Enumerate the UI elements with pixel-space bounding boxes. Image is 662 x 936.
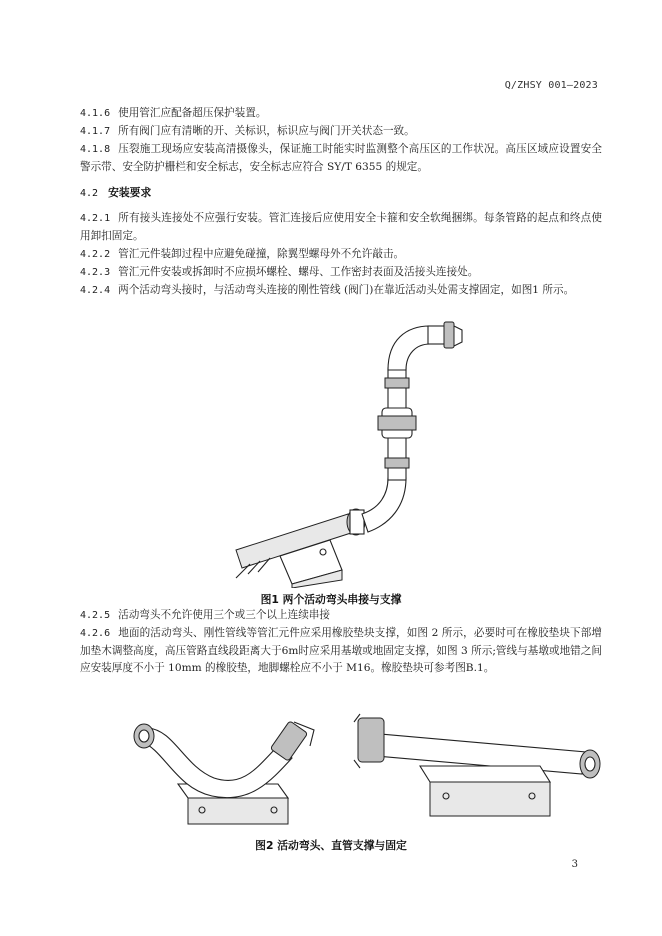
section-heading-4-2 (80, 185, 151, 200)
figure-2-straight-pipe-support-illustration (350, 708, 610, 828)
clause-number: 4.2.4 (80, 285, 111, 296)
figure-1-caption: 图1 两个活动弯头串接与支撑 (260, 593, 402, 606)
clause-number: 4.1.8 (80, 144, 111, 155)
clause-number: 4.2.3 (80, 267, 111, 278)
figure-1-swivel-joints-illustration (230, 318, 470, 588)
clause-number: 4.2.2 (80, 249, 111, 260)
clause-text: 所有阀门应有清晰的开、关标识，标识应与阀门开关状态一致。 (118, 125, 415, 137)
clause-text: 所有接头连接处不应强行安装。管汇连接后应使用安全卡箍和安全软绳捆绑。每条管路的起点和终点使用卸扣固定。 (80, 212, 602, 242)
clause-number: 4.2.1 (80, 213, 111, 224)
clause-4-2-1 (80, 210, 602, 245)
clause-text: 地面的活动弯头、刚性管线等管汇元件应采用橡胶垫块支撑，如图 2 所示，必要时可在橡胶垫块下部增加垫木调整高度，高压管路直线段距离大于6m时应采用基墩或地固定支撑，如图 3 所示;管线与基墩或地错之间应安装厚度不小于 10mm 的橡胶垫，地脚螺栓应不小于 M16。橡胶垫块可参考图B.1。 (80, 627, 602, 674)
figure-2-elbow-support-illustration (118, 706, 328, 826)
clause-4-1-6 (80, 105, 602, 123)
clause-number: 4.1.7 (80, 126, 111, 137)
standard-code: Q/ZHSY 001—2023 (504, 80, 598, 91)
clause-4-1-8 (80, 141, 602, 176)
clause-4-2-6 (80, 625, 602, 678)
clause-4-2-3 (80, 264, 602, 282)
clause-number: 4.1.6 (80, 108, 111, 119)
clause-4-2-2 (80, 246, 602, 264)
clause-text: 活动弯头不允许使用三个或三个以上连续串接 (118, 609, 330, 621)
clause-4-2-5 (80, 607, 602, 625)
clause-number: 4.2.5 (80, 610, 111, 621)
clause-text: 压裂施工现场应安装高清摄像头，保证施工时能实时监测整个高压区的工作状况。高压区域应设置安全警示带、安全防护栅栏和安全标志，安全标志应符合 SY/T 6355 的规定。 (80, 143, 602, 173)
figure-2-caption: 图2 活动弯头、直管支撑与固定 (255, 839, 407, 852)
clause-text: 管汇元件装卸过程中应避免碰撞，除翼型螺母外不允许敲击。 (118, 248, 405, 260)
clause-text: 两个活动弯头接时，与活动弯头连接的刚性管线 (阀门)在靠近活动头处需支撑固定，如图1 所示。 (118, 284, 575, 296)
section-title: 安装要求 (108, 186, 152, 199)
clause-text: 管汇元件安装或拆卸时不应损坏螺栓、螺母、工作密封表面及活接头连接处。 (118, 266, 479, 278)
clause-number: 4.2.6 (80, 628, 111, 639)
page-number: 3 (571, 859, 578, 870)
clause-text: 使用管汇应配备超压保护装置。 (118, 107, 267, 119)
clause-4-1-7 (80, 123, 602, 141)
section-number: 4.2 (80, 188, 99, 199)
clause-4-2-4 (80, 282, 602, 300)
